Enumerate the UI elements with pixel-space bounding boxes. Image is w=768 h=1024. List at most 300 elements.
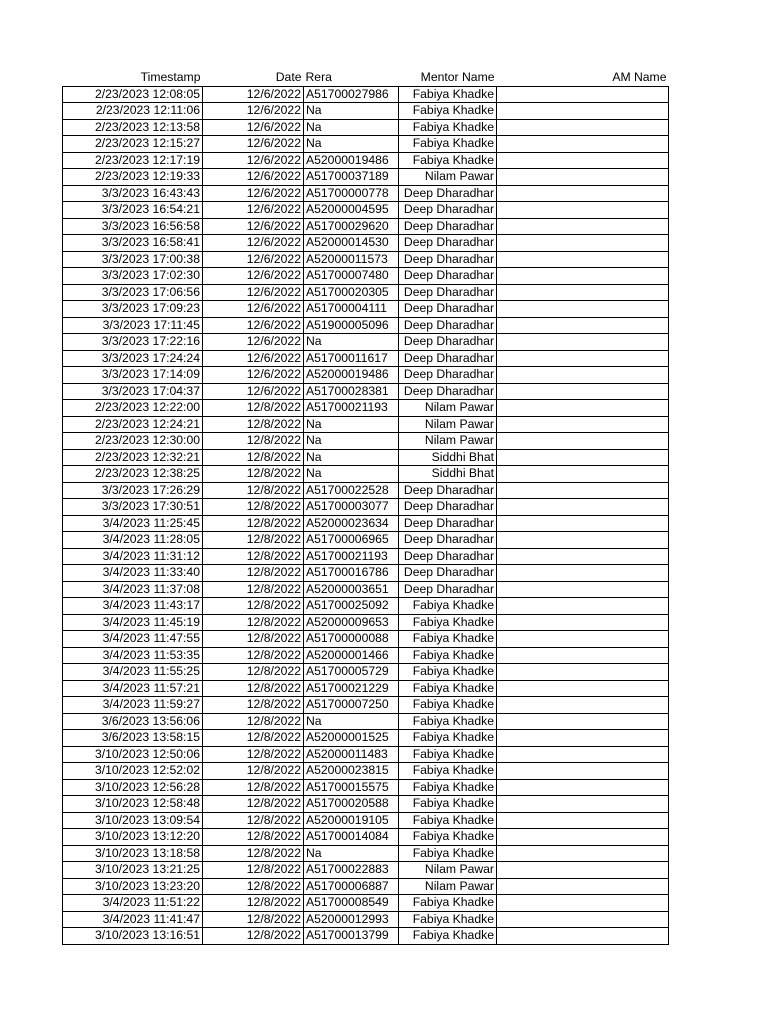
- cell-timestamp[interactable]: 3/6/2023 13:58:15: [63, 730, 203, 747]
- cell-mentor-name[interactable]: Deep Dharadhar: [399, 202, 497, 219]
- cell-mentor-name[interactable]: Nilam Pawar: [399, 169, 497, 186]
- cell-rera[interactable]: A51700021193: [304, 548, 399, 565]
- cell-mentor-name[interactable]: Fabiya Khadke: [399, 928, 497, 945]
- cell-mentor-name[interactable]: Fabiya Khadke: [399, 779, 497, 796]
- cell-rera[interactable]: Na: [304, 119, 399, 136]
- spreadsheet-table: [62, 69, 669, 945]
- cell-rera[interactable]: Na: [304, 466, 399, 483]
- cell-mentor-name[interactable]: Deep Dharadhar: [399, 383, 497, 400]
- cell-date[interactable]: 12/8/2022: [203, 466, 304, 483]
- cell-mentor-name[interactable]: Fabiya Khadke: [399, 713, 497, 730]
- cell-am-name[interactable]: [497, 862, 669, 879]
- cell-timestamp[interactable]: 3/3/2023 16:54:21: [63, 202, 203, 219]
- cell-rera[interactable]: Na: [304, 845, 399, 862]
- cell-timestamp[interactable]: 3/3/2023 17:24:24: [63, 350, 203, 367]
- cell-date[interactable]: 12/8/2022: [203, 647, 304, 664]
- cell-am-name[interactable]: [497, 515, 669, 532]
- cell-am-name[interactable]: [497, 482, 669, 499]
- cell-timestamp[interactable]: 3/3/2023 17:30:51: [63, 499, 203, 516]
- cell-mentor-name[interactable]: Nilam Pawar: [399, 433, 497, 450]
- table-row: [63, 730, 669, 747]
- cell-date[interactable]: 12/6/2022: [203, 185, 304, 202]
- cell-date[interactable]: 12/8/2022: [203, 796, 304, 813]
- cell-mentor-name[interactable]: Fabiya Khadke: [399, 103, 497, 120]
- cell-timestamp[interactable]: 3/3/2023 17:09:23: [63, 301, 203, 318]
- cell-mentor-name[interactable]: Nilam Pawar: [399, 400, 497, 417]
- cell-date[interactable]: 12/6/2022: [203, 334, 304, 351]
- cell-date[interactable]: 12/6/2022: [203, 119, 304, 136]
- cell-rera[interactable]: A52000001466: [304, 647, 399, 664]
- cell-am-name[interactable]: [497, 317, 669, 334]
- cell-date[interactable]: 12/8/2022: [203, 614, 304, 631]
- table-row: [63, 301, 669, 318]
- cell-am-name[interactable]: [497, 251, 669, 268]
- cell-mentor-name[interactable]: Fabiya Khadke: [399, 796, 497, 813]
- cell-mentor-name[interactable]: Deep Dharadhar: [399, 482, 497, 499]
- cell-timestamp[interactable]: 3/3/2023 17:04:37: [63, 383, 203, 400]
- cell-am-name[interactable]: [497, 878, 669, 895]
- cell-am-name[interactable]: [497, 449, 669, 466]
- cell-rera[interactable]: A51700007250: [304, 697, 399, 714]
- cell-timestamp[interactable]: 3/4/2023 11:45:19: [63, 614, 203, 631]
- cell-date[interactable]: 12/8/2022: [203, 697, 304, 714]
- cell-date[interactable]: 12/6/2022: [203, 202, 304, 219]
- cell-date[interactable]: 12/6/2022: [203, 218, 304, 235]
- cell-am-name[interactable]: [497, 812, 669, 829]
- cell-timestamp[interactable]: 3/4/2023 11:57:21: [63, 680, 203, 697]
- cell-am-name[interactable]: [497, 433, 669, 450]
- cell-am-name[interactable]: [497, 86, 669, 103]
- cell-am-name[interactable]: [497, 119, 669, 136]
- cell-timestamp[interactable]: 3/10/2023 12:56:28: [63, 779, 203, 796]
- cell-rera[interactable]: A51700037189: [304, 169, 399, 186]
- table-row: [63, 515, 669, 532]
- cell-date[interactable]: 12/8/2022: [203, 779, 304, 796]
- cell-rera[interactable]: A52000004595: [304, 202, 399, 219]
- cell-timestamp[interactable]: 3/10/2023 13:12:20: [63, 829, 203, 846]
- cell-date[interactable]: 12/6/2022: [203, 103, 304, 120]
- cell-mentor-name[interactable]: Nilam Pawar: [399, 416, 497, 433]
- table-row: [63, 482, 669, 499]
- table-row: [63, 86, 669, 103]
- cell-date[interactable]: 12/6/2022: [203, 301, 304, 318]
- header-row: [63, 69, 669, 86]
- cell-am-name[interactable]: [497, 383, 669, 400]
- cell-timestamp[interactable]: 3/4/2023 11:43:17: [63, 598, 203, 615]
- cell-mentor-name[interactable]: Fabiya Khadke: [399, 86, 497, 103]
- cell-rera[interactable]: A51700027986: [304, 86, 399, 103]
- cell-timestamp[interactable]: 3/10/2023 13:16:51: [63, 928, 203, 945]
- cell-timestamp[interactable]: 2/23/2023 12:15:27: [63, 136, 203, 153]
- cell-rera[interactable]: A52000019105: [304, 812, 399, 829]
- cell-timestamp[interactable]: 2/23/2023 12:22:00: [63, 400, 203, 417]
- cell-date[interactable]: 12/6/2022: [203, 251, 304, 268]
- cell-am-name[interactable]: [497, 895, 669, 912]
- cell-timestamp[interactable]: 3/10/2023 13:21:25: [63, 862, 203, 879]
- cell-rera[interactable]: A52000023634: [304, 515, 399, 532]
- cell-am-name[interactable]: [497, 350, 669, 367]
- cell-mentor-name[interactable]: Deep Dharadhar: [399, 301, 497, 318]
- cell-rera[interactable]: A52000012993: [304, 911, 399, 928]
- cell-am-name[interactable]: [497, 796, 669, 813]
- cell-date[interactable]: 12/8/2022: [203, 581, 304, 598]
- cell-mentor-name[interactable]: Fabiya Khadke: [399, 812, 497, 829]
- cell-mentor-name[interactable]: Nilam Pawar: [399, 862, 497, 879]
- cell-mentor-name[interactable]: Fabiya Khadke: [399, 829, 497, 846]
- table-row: [63, 449, 669, 466]
- cell-am-name[interactable]: [497, 416, 669, 433]
- cell-mentor-name[interactable]: Deep Dharadhar: [399, 515, 497, 532]
- cell-am-name[interactable]: [497, 779, 669, 796]
- cell-am-name[interactable]: [497, 499, 669, 516]
- cell-timestamp[interactable]: 3/4/2023 11:53:35: [63, 647, 203, 664]
- cell-am-name[interactable]: [497, 746, 669, 763]
- cell-timestamp[interactable]: 3/4/2023 11:37:08: [63, 581, 203, 598]
- cell-timestamp[interactable]: 3/3/2023 17:02:30: [63, 268, 203, 285]
- cell-am-name[interactable]: [497, 565, 669, 582]
- table-row: [63, 763, 669, 780]
- cell-timestamp[interactable]: 3/3/2023 17:22:16: [63, 334, 203, 351]
- cell-mentor-name[interactable]: Fabiya Khadke: [399, 614, 497, 631]
- cell-rera[interactable]: A51700000088: [304, 631, 399, 648]
- cell-date[interactable]: 12/6/2022: [203, 169, 304, 186]
- cell-timestamp[interactable]: 3/3/2023 16:56:58: [63, 218, 203, 235]
- cell-rera[interactable]: A52000019486: [304, 367, 399, 384]
- cell-rera[interactable]: A51700021229: [304, 680, 399, 697]
- cell-am-name[interactable]: [497, 664, 669, 681]
- cell-date[interactable]: 12/6/2022: [203, 367, 304, 384]
- cell-mentor-name[interactable]: Deep Dharadhar: [399, 367, 497, 384]
- table-row: [63, 664, 669, 681]
- cell-mentor-name[interactable]: Deep Dharadhar: [399, 251, 497, 268]
- cell-rera[interactable]: A52000003651: [304, 581, 399, 598]
- cell-rera[interactable]: A51700022528: [304, 482, 399, 499]
- cell-date[interactable]: 12/8/2022: [203, 532, 304, 549]
- cell-rera[interactable]: A51700020305: [304, 284, 399, 301]
- cell-timestamp[interactable]: 3/3/2023 16:43:43: [63, 185, 203, 202]
- cell-mentor-name[interactable]: Fabiya Khadke: [399, 136, 497, 153]
- cell-mentor-name[interactable]: Fabiya Khadke: [399, 119, 497, 136]
- cell-timestamp[interactable]: 3/4/2023 11:51:22: [63, 895, 203, 912]
- cell-mentor-name[interactable]: Fabiya Khadke: [399, 598, 497, 615]
- cell-date[interactable]: 12/6/2022: [203, 235, 304, 252]
- cell-mentor-name[interactable]: Deep Dharadhar: [399, 268, 497, 285]
- cell-date[interactable]: 12/8/2022: [203, 631, 304, 648]
- cell-rera[interactable]: A52000019486: [304, 152, 399, 169]
- cell-timestamp[interactable]: 3/10/2023 13:09:54: [63, 812, 203, 829]
- cell-mentor-name[interactable]: Deep Dharadhar: [399, 235, 497, 252]
- cell-am-name[interactable]: [497, 548, 669, 565]
- cell-date[interactable]: 12/8/2022: [203, 664, 304, 681]
- cell-mentor-name[interactable]: Siddhi Bhat: [399, 449, 497, 466]
- cell-date[interactable]: 12/8/2022: [203, 763, 304, 780]
- cell-am-name[interactable]: [497, 928, 669, 945]
- cell-mentor-name[interactable]: Fabiya Khadke: [399, 746, 497, 763]
- cell-am-name[interactable]: [497, 911, 669, 928]
- cell-mentor-name[interactable]: Deep Dharadhar: [399, 548, 497, 565]
- cell-mentor-name[interactable]: Fabiya Khadke: [399, 763, 497, 780]
- table-row: [63, 862, 669, 879]
- table-row: [63, 136, 669, 153]
- cell-date[interactable]: 12/8/2022: [203, 449, 304, 466]
- table-row: [63, 878, 669, 895]
- cell-timestamp[interactable]: 2/23/2023 12:11:06: [63, 103, 203, 120]
- cell-mentor-name[interactable]: Deep Dharadhar: [399, 350, 497, 367]
- cell-rera[interactable]: A51700015575: [304, 779, 399, 796]
- cell-timestamp[interactable]: 3/3/2023 17:00:38: [63, 251, 203, 268]
- header-rera[interactable]: Rera: [305, 70, 332, 85]
- cell-timestamp[interactable]: 3/3/2023 17:06:56: [63, 284, 203, 301]
- cell-date[interactable]: 12/8/2022: [203, 548, 304, 565]
- cell-mentor-name[interactable]: Fabiya Khadke: [399, 895, 497, 912]
- cell-date[interactable]: 12/8/2022: [203, 713, 304, 730]
- cell-date[interactable]: 12/8/2022: [203, 680, 304, 697]
- cell-timestamp[interactable]: 3/4/2023 11:28:05: [63, 532, 203, 549]
- cell-timestamp[interactable]: 2/23/2023 12:38:25: [63, 466, 203, 483]
- cell-date[interactable]: 12/8/2022: [203, 878, 304, 895]
- header-am-name[interactable]: AM Name: [612, 70, 667, 85]
- table-row: [63, 383, 669, 400]
- cell-mentor-name[interactable]: Nilam Pawar: [399, 878, 497, 895]
- cell-am-name[interactable]: [497, 169, 669, 186]
- cell-rera[interactable]: Na: [304, 334, 399, 351]
- cell-date[interactable]: 12/8/2022: [203, 812, 304, 829]
- cell-mentor-name[interactable]: Deep Dharadhar: [399, 218, 497, 235]
- table-row: [63, 581, 669, 598]
- cell-date[interactable]: 12/8/2022: [203, 515, 304, 532]
- cell-rera[interactable]: Na: [304, 433, 399, 450]
- cell-mentor-name[interactable]: Deep Dharadhar: [399, 185, 497, 202]
- cell-date[interactable]: 12/8/2022: [203, 746, 304, 763]
- cell-mentor-name[interactable]: Deep Dharadhar: [399, 565, 497, 582]
- cell-am-name[interactable]: [497, 400, 669, 417]
- cell-timestamp[interactable]: 3/3/2023 17:26:29: [63, 482, 203, 499]
- cell-date[interactable]: 12/8/2022: [203, 565, 304, 582]
- cell-rera[interactable]: Na: [304, 713, 399, 730]
- cell-timestamp[interactable]: 2/23/2023 12:08:05: [63, 86, 203, 103]
- cell-rera[interactable]: A51700029620: [304, 218, 399, 235]
- cell-date[interactable]: 12/8/2022: [203, 482, 304, 499]
- cell-am-name[interactable]: [497, 647, 669, 664]
- cell-am-name[interactable]: [497, 136, 669, 153]
- cell-rera[interactable]: Na: [304, 136, 399, 153]
- cell-date[interactable]: 12/6/2022: [203, 383, 304, 400]
- cell-mentor-name[interactable]: Fabiya Khadke: [399, 152, 497, 169]
- cell-date[interactable]: 12/8/2022: [203, 829, 304, 846]
- cell-timestamp[interactable]: 3/4/2023 11:59:27: [63, 697, 203, 714]
- cell-date[interactable]: 12/6/2022: [203, 152, 304, 169]
- cell-rera[interactable]: A51700011617: [304, 350, 399, 367]
- cell-am-name[interactable]: [497, 845, 669, 862]
- cell-am-name[interactable]: [497, 103, 669, 120]
- cell-am-name[interactable]: [497, 680, 669, 697]
- cell-date[interactable]: 12/8/2022: [203, 433, 304, 450]
- cell-rera[interactable]: A51700014084: [304, 829, 399, 846]
- cell-rera[interactable]: A51700013799: [304, 928, 399, 945]
- cell-timestamp[interactable]: 2/23/2023 12:17:19: [63, 152, 203, 169]
- cell-mentor-name[interactable]: Fabiya Khadke: [399, 664, 497, 681]
- table-row: [63, 235, 669, 252]
- cell-timestamp[interactable]: 3/4/2023 11:25:45: [63, 515, 203, 532]
- cell-rera[interactable]: A51700008549: [304, 895, 399, 912]
- cell-date[interactable]: 12/6/2022: [203, 317, 304, 334]
- cell-am-name[interactable]: [497, 367, 669, 384]
- cell-timestamp[interactable]: 3/3/2023 16:58:41: [63, 235, 203, 252]
- table-row: [63, 812, 669, 829]
- table-row: [63, 400, 669, 417]
- cell-rera[interactable]: Na: [304, 103, 399, 120]
- cell-am-name[interactable]: [497, 598, 669, 615]
- cell-am-name[interactable]: [497, 697, 669, 714]
- cell-date[interactable]: 12/8/2022: [203, 499, 304, 516]
- cell-timestamp[interactable]: 3/3/2023 17:11:45: [63, 317, 203, 334]
- cell-rera[interactable]: A52000014530: [304, 235, 399, 252]
- cell-timestamp[interactable]: 3/10/2023 12:50:06: [63, 746, 203, 763]
- cell-date[interactable]: 12/8/2022: [203, 730, 304, 747]
- cell-date[interactable]: 12/6/2022: [203, 86, 304, 103]
- cell-timestamp[interactable]: 2/23/2023 12:32:21: [63, 449, 203, 466]
- cell-rera[interactable]: A51700020588: [304, 796, 399, 813]
- cell-mentor-name[interactable]: Fabiya Khadke: [399, 697, 497, 714]
- cell-am-name[interactable]: [497, 730, 669, 747]
- cell-date[interactable]: 12/8/2022: [203, 598, 304, 615]
- cell-am-name[interactable]: [497, 301, 669, 318]
- cell-mentor-name[interactable]: Fabiya Khadke: [399, 911, 497, 928]
- cell-date[interactable]: 12/8/2022: [203, 400, 304, 417]
- cell-mentor-name[interactable]: Deep Dharadhar: [399, 581, 497, 598]
- table-row: [63, 697, 669, 714]
- cell-mentor-name[interactable]: Deep Dharadhar: [399, 334, 497, 351]
- table-row: [63, 284, 669, 301]
- table-row: [63, 565, 669, 582]
- cell-am-name[interactable]: [497, 284, 669, 301]
- table-row: [63, 202, 669, 219]
- header-timestamp[interactable]: Timestamp: [140, 70, 201, 85]
- cell-am-name[interactable]: [497, 532, 669, 549]
- cell-timestamp[interactable]: 3/4/2023 11:31:12: [63, 548, 203, 565]
- table-row: [63, 350, 669, 367]
- header-date[interactable]: Date: [275, 70, 302, 85]
- cell-timestamp[interactable]: 2/23/2023 12:13:58: [63, 119, 203, 136]
- cell-timestamp[interactable]: 3/10/2023 12:58:48: [63, 796, 203, 813]
- cell-timestamp[interactable]: 2/23/2023 12:24:21: [63, 416, 203, 433]
- cell-am-name[interactable]: [497, 713, 669, 730]
- cell-timestamp[interactable]: 3/3/2023 17:14:09: [63, 367, 203, 384]
- cell-am-name[interactable]: [497, 829, 669, 846]
- cell-date[interactable]: 12/8/2022: [203, 911, 304, 928]
- cell-am-name[interactable]: [497, 334, 669, 351]
- cell-rera[interactable]: Na: [304, 416, 399, 433]
- table-row: [63, 433, 669, 450]
- cell-date[interactable]: 12/6/2022: [203, 136, 304, 153]
- cell-rera[interactable]: A51700004111: [304, 301, 399, 318]
- cell-mentor-name[interactable]: Deep Dharadhar: [399, 499, 497, 516]
- cell-mentor-name[interactable]: Fabiya Khadke: [399, 730, 497, 747]
- cell-am-name[interactable]: [497, 268, 669, 285]
- cell-timestamp[interactable]: 3/4/2023 11:33:40: [63, 565, 203, 582]
- table-row: [63, 631, 669, 648]
- cell-timestamp[interactable]: 3/4/2023 11:55:25: [63, 664, 203, 681]
- cell-rera[interactable]: A51700000778: [304, 185, 399, 202]
- cell-rera[interactable]: A51700003077: [304, 499, 399, 516]
- cell-am-name[interactable]: [497, 152, 669, 169]
- table-row: [63, 416, 669, 433]
- cell-rera[interactable]: A52000001525: [304, 730, 399, 747]
- table-row: [63, 746, 669, 763]
- cell-rera[interactable]: A52000009653: [304, 614, 399, 631]
- cell-timestamp[interactable]: 3/6/2023 13:56:06: [63, 713, 203, 730]
- header-mentor-name[interactable]: Mentor Name: [420, 70, 495, 85]
- cell-date[interactable]: 12/8/2022: [203, 928, 304, 945]
- cell-mentor-name[interactable]: Deep Dharadhar: [399, 284, 497, 301]
- cell-rera[interactable]: A51700025092: [304, 598, 399, 615]
- cell-timestamp[interactable]: 3/4/2023 11:47:55: [63, 631, 203, 648]
- cell-timestamp[interactable]: 3/4/2023 11:41:47: [63, 911, 203, 928]
- cell-am-name[interactable]: [497, 466, 669, 483]
- cell-rera[interactable]: A51700006887: [304, 878, 399, 895]
- cell-am-name[interactable]: [497, 631, 669, 648]
- cell-mentor-name[interactable]: Deep Dharadhar: [399, 317, 497, 334]
- cell-rera[interactable]: A51700006965: [304, 532, 399, 549]
- cell-mentor-name[interactable]: Deep Dharadhar: [399, 532, 497, 549]
- cell-rera[interactable]: A52000011573: [304, 251, 399, 268]
- cell-rera[interactable]: A51700007480: [304, 268, 399, 285]
- cell-date[interactable]: 12/8/2022: [203, 845, 304, 862]
- cell-mentor-name[interactable]: Fabiya Khadke: [399, 680, 497, 697]
- cell-am-name[interactable]: [497, 218, 669, 235]
- table-body: [63, 86, 669, 944]
- cell-am-name[interactable]: [497, 202, 669, 219]
- cell-timestamp[interactable]: 2/23/2023 12:19:33: [63, 169, 203, 186]
- cell-am-name[interactable]: [497, 614, 669, 631]
- cell-date[interactable]: 12/8/2022: [203, 895, 304, 912]
- cell-date[interactable]: 12/8/2022: [203, 862, 304, 879]
- cell-am-name[interactable]: [497, 235, 669, 252]
- cell-date[interactable]: 12/8/2022: [203, 416, 304, 433]
- cell-timestamp[interactable]: 3/10/2023 13:18:58: [63, 845, 203, 862]
- cell-rera[interactable]: A51700016786: [304, 565, 399, 582]
- cell-mentor-name[interactable]: Fabiya Khadke: [399, 647, 497, 664]
- cell-date[interactable]: 12/6/2022: [203, 350, 304, 367]
- cell-am-name[interactable]: [497, 763, 669, 780]
- cell-rera[interactable]: A51700022883: [304, 862, 399, 879]
- cell-rera[interactable]: A51700005729: [304, 664, 399, 681]
- cell-timestamp[interactable]: 3/10/2023 13:23:20: [63, 878, 203, 895]
- table-row: [63, 928, 669, 945]
- cell-mentor-name[interactable]: Fabiya Khadke: [399, 845, 497, 862]
- cell-date[interactable]: 12/6/2022: [203, 268, 304, 285]
- cell-rera[interactable]: A52000023815: [304, 763, 399, 780]
- table-row: [63, 251, 669, 268]
- cell-timestamp[interactable]: 3/10/2023 12:52:02: [63, 763, 203, 780]
- table-row: [63, 779, 669, 796]
- cell-rera[interactable]: A51900005096: [304, 317, 399, 334]
- cell-mentor-name[interactable]: Siddhi Bhat: [399, 466, 497, 483]
- table-row: [63, 598, 669, 615]
- cell-am-name[interactable]: [497, 185, 669, 202]
- cell-date[interactable]: 12/6/2022: [203, 284, 304, 301]
- cell-rera[interactable]: Na: [304, 449, 399, 466]
- table-row: [63, 532, 669, 549]
- cell-am-name[interactable]: [497, 581, 669, 598]
- table-row: [63, 796, 669, 813]
- cell-timestamp[interactable]: 2/23/2023 12:30:00: [63, 433, 203, 450]
- cell-rera[interactable]: A51700028381: [304, 383, 399, 400]
- table-row: [63, 895, 669, 912]
- cell-rera[interactable]: A51700021193: [304, 400, 399, 417]
- cell-rera[interactable]: A52000011483: [304, 746, 399, 763]
- cell-mentor-name[interactable]: Fabiya Khadke: [399, 631, 497, 648]
